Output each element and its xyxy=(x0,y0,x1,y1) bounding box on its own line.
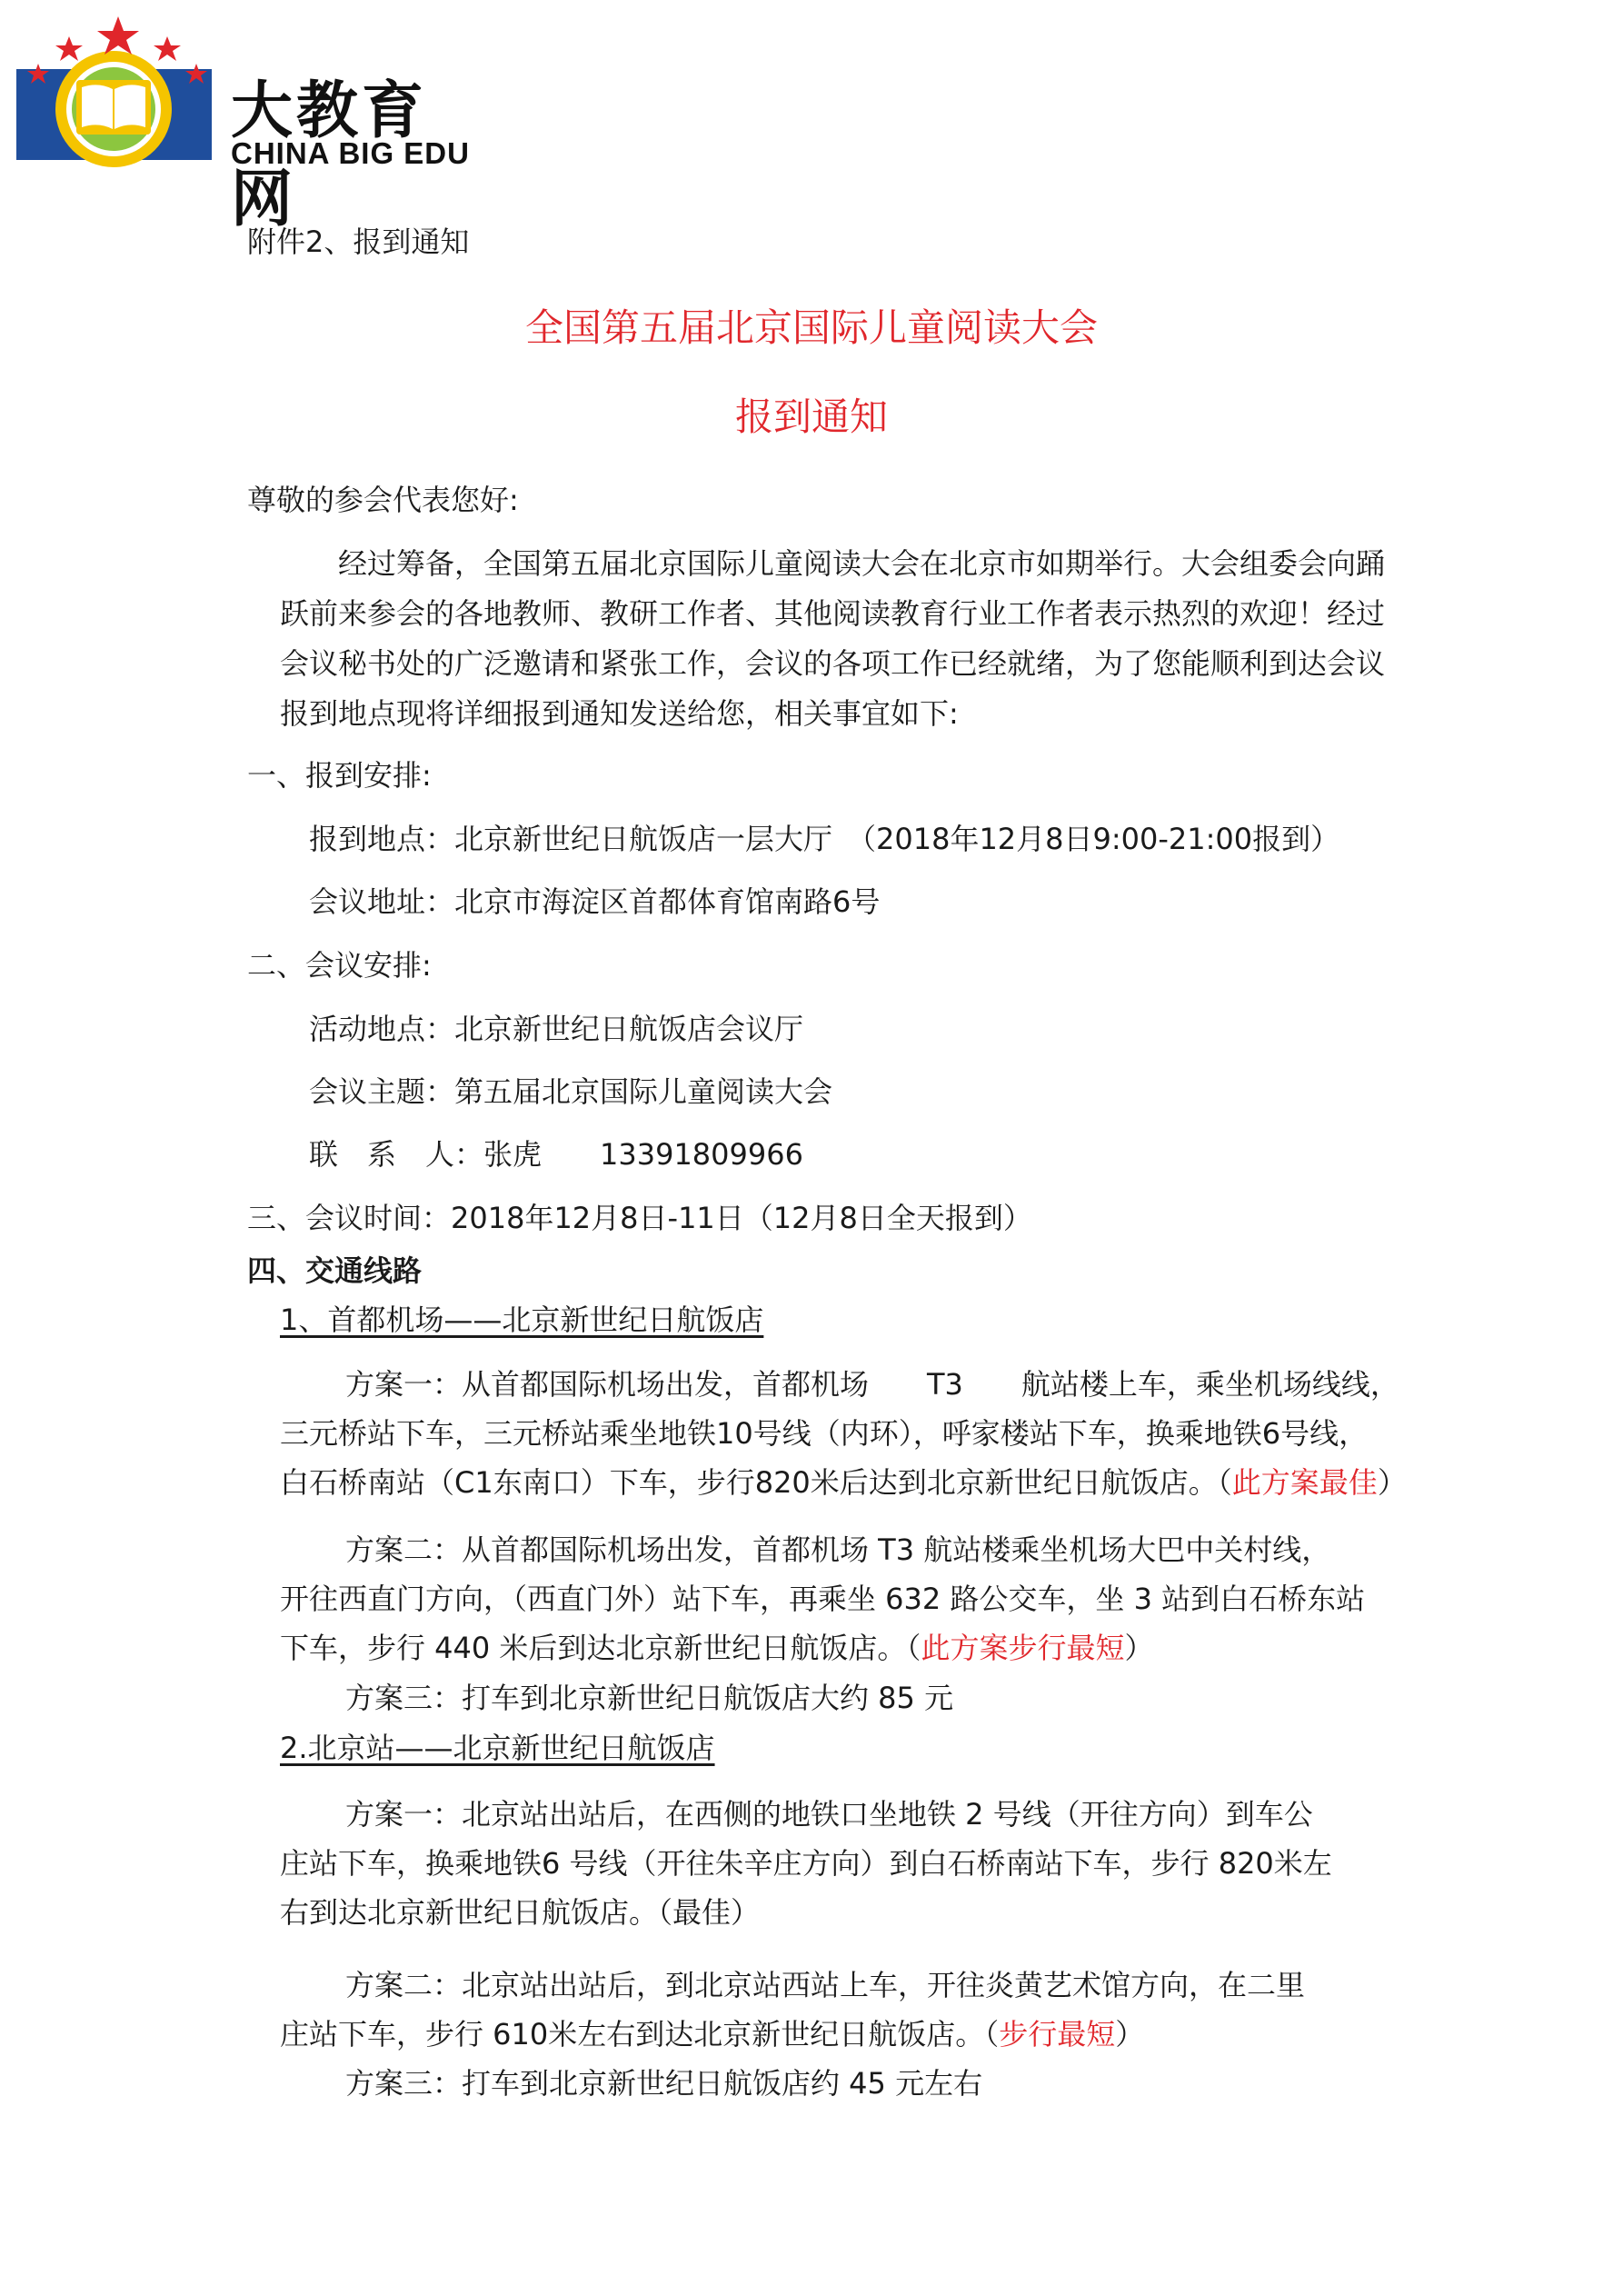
greeting: 尊敬的参会代表您好: xyxy=(247,483,519,517)
route2-plan1-line: 庄站下车，换乘地铁6 号线（开往朱辛庄方向）到白石桥南站下车，步行 820米左 xyxy=(280,1846,1332,1881)
checkin-location: 报到地点：北京新世纪日航饭店一层大厅 （2018年12月8日9:00-21:00报到） xyxy=(309,822,1340,856)
page-title: 全国第五届北京国际儿童阅读大会 xyxy=(524,305,1098,350)
logo xyxy=(16,16,489,235)
intro-line: 会议秘书处的广泛邀请和紧张工作，会议的各项工作已经就绪，为了您能顺利到达会议 xyxy=(280,646,1386,681)
attachment-label: 附件2、报到通知 xyxy=(247,225,470,259)
route1-title: 1、首都机场——北京新世纪日航饭店 xyxy=(280,1303,764,1337)
activity-venue: 活动地点：北京新世纪日航饭店会议厅 xyxy=(309,1012,804,1046)
section4-heading: 四、交通线路 xyxy=(247,1253,423,1288)
meeting-time: 三、会议时间：2018年12月8日-11日（12月8日全天报到） xyxy=(247,1201,1032,1235)
best-plan-note: 此方案最佳 xyxy=(1231,1465,1378,1500)
route2-title: 2.北京站——北京新世纪日航饭店 xyxy=(280,1731,715,1765)
logo-name-cn: 大教育网 xyxy=(231,75,428,235)
meeting-theme: 会议主题：第五届北京国际儿童阅读大会 xyxy=(309,1074,833,1109)
route2-plan2-line: 方案二：北京站出站后，到北京站西站上车，开往炎黄艺术馆方向，在二里 xyxy=(345,1968,1306,2002)
logo-emblem-icon xyxy=(16,16,216,171)
route1-plan1-line: 白石桥南站（C1东南口）下车，步行820米后达到北京新世纪日航饭店。（此方案最佳） xyxy=(280,1465,1407,1500)
shortest-walk-note: 步行最短 xyxy=(999,2017,1116,2051)
route1-plan2-line: 下车，步行 440 米后到达北京新世纪日航饭店。（此方案步行最短） xyxy=(280,1631,1154,1665)
contact-person: 联 系 人：张虎 13391809966 xyxy=(309,1137,803,1172)
page-subtitle: 报到通知 xyxy=(734,394,888,439)
route2-plan1-line: 右到达北京新世纪日航饭店。（最佳） xyxy=(280,1895,761,1930)
section2-heading: 二、会议安排: xyxy=(247,948,432,983)
intro-line: 经过筹备，全国第五届北京国际儿童阅读大会在北京市如期举行。大会组委会向踊 xyxy=(338,546,1386,581)
logo-name-en: CHINA BIG EDU xyxy=(231,136,470,170)
route2-plan2-line: 庄站下车，步行 610米左右到达北京新世纪日航饭店。（步行最短） xyxy=(280,2017,1145,2051)
route1-plan2-line: 方案二：从首都国际机场出发，首都机场 T3 航站楼乘坐机场大巴中关村线， xyxy=(345,1532,1331,1567)
section1-heading: 一、报到安排: xyxy=(247,758,432,793)
shortest-walk-note: 此方案步行最短 xyxy=(921,1631,1125,1665)
route1-plan3: 方案三：打车到北京新世纪日航饭店大约 85 元 xyxy=(345,1681,954,1715)
route2-plan3: 方案三：打车到北京新世纪日航饭店约 45 元左右 xyxy=(345,2066,983,2101)
route1-plan1-line: 三元桥站下车，三元桥站乘坐地铁10号线（内环），呼家楼站下车，换乘地铁6号线， xyxy=(280,1416,1369,1451)
intro-line: 跃前来参会的各地教师、教研工作者、其他阅读教育行业工作者表示热烈的欢迎！经过 xyxy=(280,596,1386,631)
route2-plan1-line: 方案一：北京站出站后，在西侧的地铁口坐地铁 2 号线（开往方向）到车公 xyxy=(345,1797,1313,1832)
meeting-address: 会议地址：北京市海淀区首都体育馆南路6号 xyxy=(309,884,881,919)
route1-plan1-line: 方案一：从首都国际机场出发，首都机场 T3 航站楼上车，乘坐机场线线， xyxy=(345,1367,1399,1402)
intro-line: 报到地点现将详细报到通知发送给您，相关事宜如下: xyxy=(280,696,959,731)
route1-plan2-line: 开往西直门方向，（西直门外）站下车，再乘坐 632 路公交车，坐 3 站到白石桥东站 xyxy=(280,1582,1366,1616)
